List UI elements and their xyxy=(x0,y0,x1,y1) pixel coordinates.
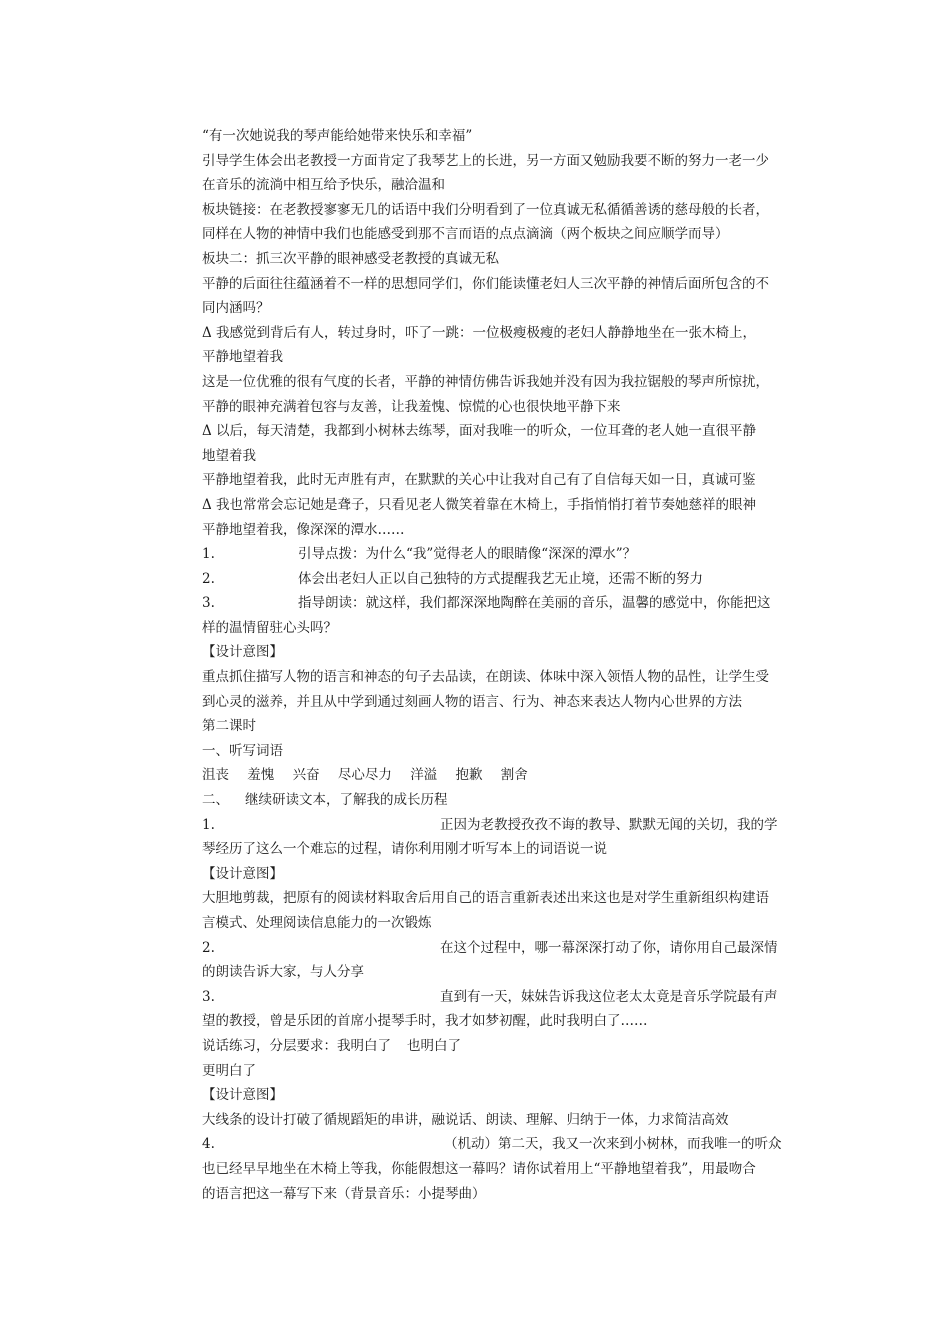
text-line: 同内涵吗？ xyxy=(202,300,270,317)
design-intent-heading: 【设计意图】 xyxy=(202,1087,283,1104)
text-line: 到心灵的滋养，并且从中学到通过刻画人物的语言、行为、神态来表达人物内心世界的方法 xyxy=(202,693,742,710)
text-line: 这是一位优雅的很有气度的长者，平静的神情仿佛告诉我她并没有因为我拉锯般的琴声所惊扰， xyxy=(202,373,769,390)
text-line: 望的教授，曾是乐团的首席小提琴手时，我才如梦初醒，此时我明白了…… xyxy=(202,1013,648,1030)
text-line: 在音乐的流淌中相互给予快乐，融洽温和 xyxy=(202,177,445,194)
text-line: 的朗读告诉大家，与人分享 xyxy=(202,964,364,981)
word: 洋溢 xyxy=(410,767,438,784)
text-line: 重点抓住描写人物的语言和神态的句子去品读，在朗读、体味中深入领悟人物的品性，让学生受 xyxy=(202,669,769,686)
text-line: 平静地望着我，此时无声胜有声，在默默的关心中让我对自己有了自信每天如一日，真诚可鉴 xyxy=(202,472,756,489)
design-intent-heading: 【设计意图】 xyxy=(202,644,283,661)
text-line: 大线条的设计打破了循规蹈矩的串讲，融说话、朗读、理解、归纳于一体，力求简洁高效 xyxy=(202,1111,729,1128)
text-line: 言模式、处理阅读信息能力的一次锻炼 xyxy=(202,915,432,931)
text-line: “有一次她说我的琴声能给她带来快乐和幸福” xyxy=(202,128,473,144)
item-number: 4. xyxy=(202,1136,215,1153)
numbered-item xyxy=(202,1132,814,1157)
word: 羞愧 xyxy=(247,767,275,784)
numbered-item xyxy=(202,813,814,838)
item-number: 2. xyxy=(202,570,215,587)
lesson-heading: 第二课时 xyxy=(202,718,256,735)
item-text: （机动）第二天，我又一次来到小树林，而我唯一的听众 xyxy=(444,1136,782,1153)
item-text: 直到有一天，妹妹告诉我这位老太太竟是音乐学院最有声 xyxy=(440,988,778,1005)
item-text: 引导点拨：为什么“我”觉得老人的眼睛像“深深的潭水”？ xyxy=(298,546,637,563)
item-number: 1. xyxy=(202,546,215,563)
text-line: 平静地望着我，像深深的潭水…… xyxy=(202,521,405,538)
text-line: 平静的眼神充满着包容与友善，让我羞愧、惊慌的心也很快地平静下来 xyxy=(202,398,621,415)
text-line: 引导学生体会出老教授一方面肯定了我琴艺上的长进，另一方面又勉励我要不断的努力一老一少 xyxy=(202,152,769,169)
text-line: 也已经早早地坐在木椅上等我，你能假想这一幕吗？请你试着用上“平静地望着我”，用最吻合 xyxy=(202,1160,756,1177)
section-heading xyxy=(202,788,814,813)
word: 割舍 xyxy=(500,767,528,784)
numbered-item xyxy=(202,936,814,961)
speaking-practice: 说话练习，分层要求：我明白了 xyxy=(202,1037,391,1054)
word: 沮丧 xyxy=(202,767,229,784)
document-body xyxy=(202,124,814,1206)
item-number: 1. xyxy=(202,816,215,833)
item-number: 3. xyxy=(202,595,215,612)
numbered-item xyxy=(202,985,814,1010)
text-line: 平静的后面往往蕴涵着不一样的思想同学们，你们能读懂老妇人三次平静的神情后面所包含的不 xyxy=(202,275,769,292)
text-line: Δ 以后，每天清楚，我都到小树林去练琴，面对我唯一的听众，一位耳聋的老人她一直很平静 xyxy=(202,423,757,440)
section-number: 二、 xyxy=(202,792,229,809)
item-text: 正因为老教授孜孜不诲的教导、默默无闻的关切，我的学 xyxy=(440,816,778,833)
numbered-item xyxy=(202,591,814,616)
word: 兴奋 xyxy=(292,767,320,784)
text-line: 样的温情留驻心头吗？ xyxy=(202,619,337,636)
design-intent-heading: 【设计意图】 xyxy=(202,865,283,882)
section-heading: 一、听写词语 xyxy=(202,742,283,759)
numbered-item xyxy=(202,542,814,567)
dictation-words xyxy=(202,763,814,788)
item-text: 体会出老妇人正以自己独特的方式提醒我艺无止境，还需不断的努力 xyxy=(298,570,703,587)
item-text: 在这个过程中，哪一幕深深打动了你，请你用自己最深情 xyxy=(440,939,778,956)
text-line: 地望着我 xyxy=(202,447,256,464)
text-line: 的语言把这一幕写下来（背景音乐：小提琴曲） xyxy=(202,1185,486,1202)
word: 抱歉 xyxy=(455,767,483,784)
section-heading: 板块二：抓三次平静的眼神感受老教授的真诚无私 xyxy=(202,250,499,267)
speaking-practice-part: 也明白了 xyxy=(407,1037,461,1054)
text-line: 琴经历了这么一个难忘的过程，请你利用刚才听写本上的词语说一说 xyxy=(202,841,607,858)
text-line: 平静地望着我 xyxy=(202,349,283,366)
item-number: 2. xyxy=(202,939,215,956)
item-number: 3. xyxy=(202,988,215,1005)
item-text: 指导朗读：就这样，我们都深深地陶醉在美丽的音乐，温馨的感觉中，你能把这 xyxy=(298,595,771,612)
text-line: Δ 我感觉到背后有人，转过身时，吓了一跳：一位极瘦极瘦的老妇人静静地坐在一张木椅上， xyxy=(202,324,757,341)
text-line: 更明白了 xyxy=(202,1062,256,1079)
section-title: 继续研读文本，了解我的成长历程 xyxy=(245,792,448,809)
text-line: 大胆地剪裁，把原有的阅读材料取舍后用自己的语言重新表述出来这也是对学生重新组织构建语 xyxy=(202,890,769,907)
text-line: 同样在人物的神情中我们也能感受到那不言而语的点点滴滴（两个板块之间应顺学而导） xyxy=(202,226,729,243)
text-line xyxy=(202,1034,814,1059)
word: 尽心尽力 xyxy=(337,767,392,784)
numbered-item xyxy=(202,567,814,592)
text-line: 板块链接：在老教授寥寥无几的话语中我们分明看到了一位真诚无私循循善诱的慈母般的长者， xyxy=(202,201,769,218)
text-line: Δ 我也常常会忘记她是聋子，只看见老人微笑着靠在木椅上，手指悄悄打着节奏她慈祥的眼神 xyxy=(202,496,757,513)
